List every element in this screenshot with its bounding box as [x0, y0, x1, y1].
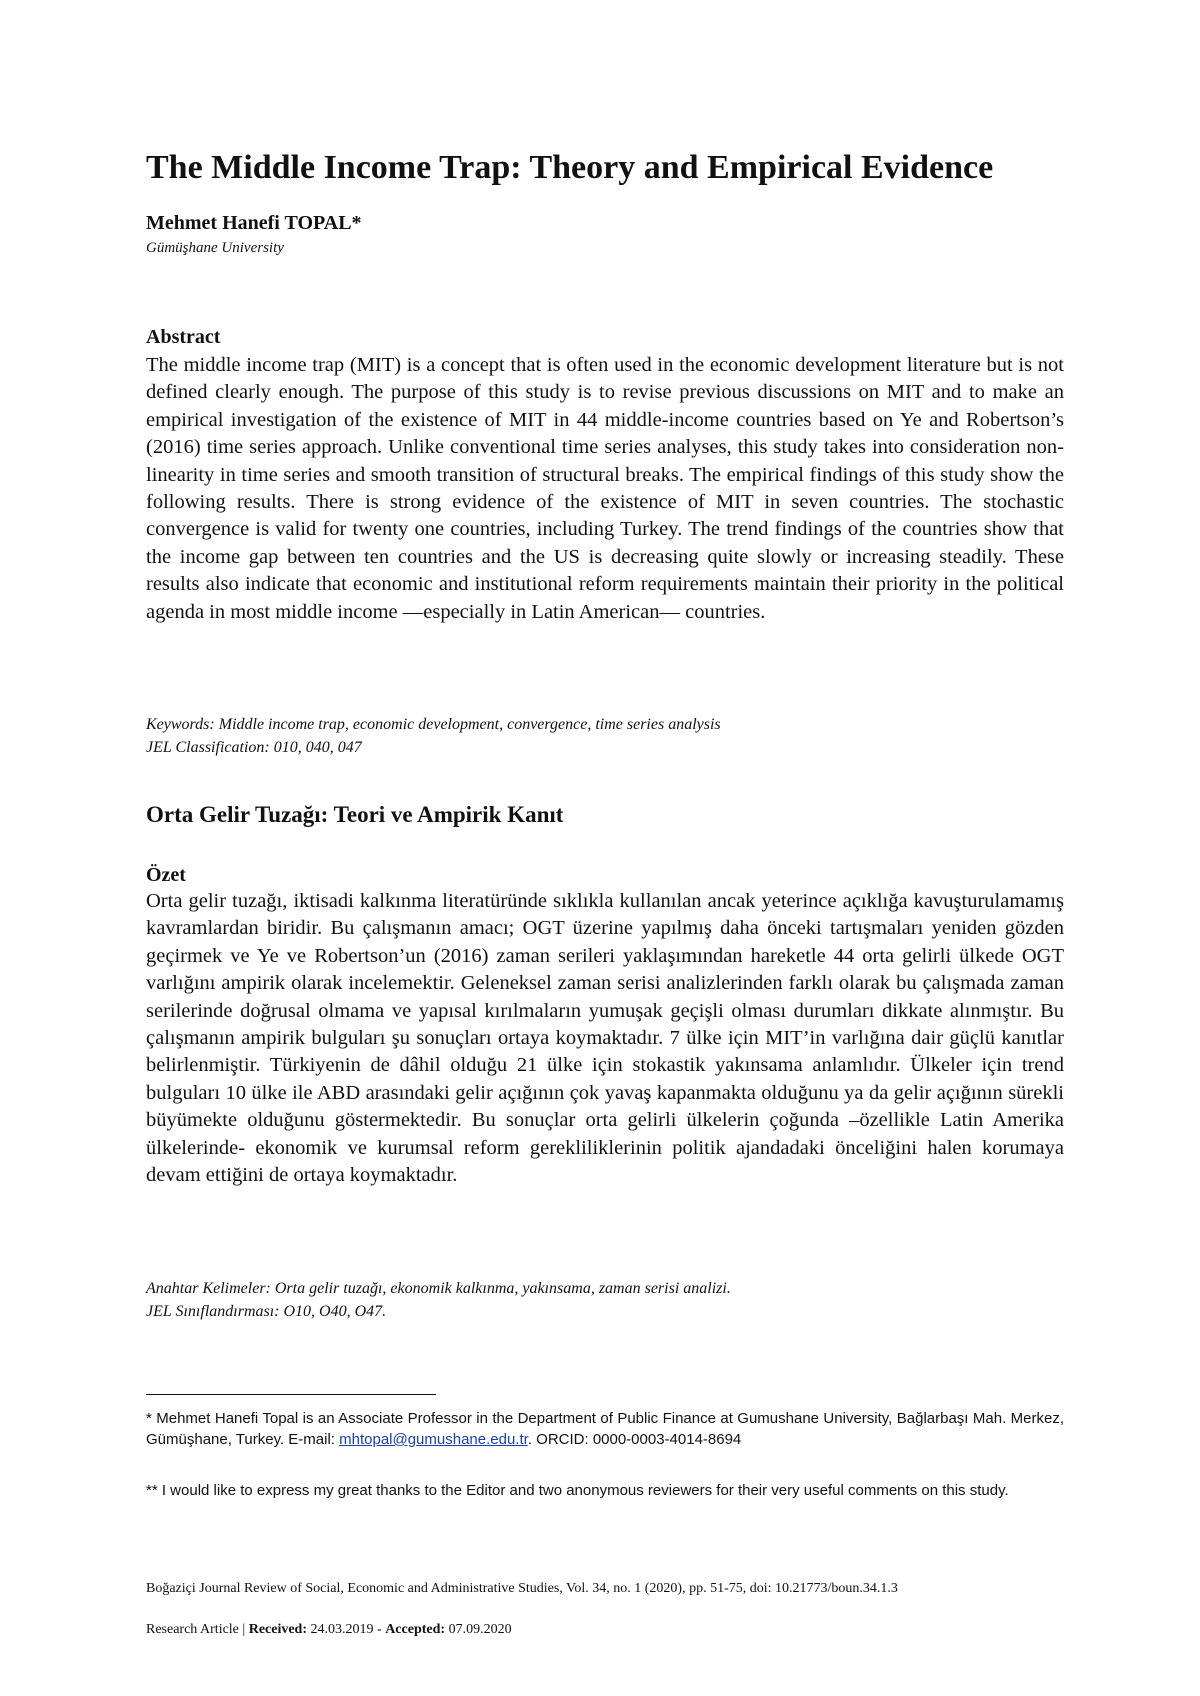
footnote-rule: [146, 1394, 436, 1395]
ozet-text: Orta gelir tuzağı, iktisadi kalkınma literatüründe sıklıkla kullanılan ancak yeterince açıklığa kavuşturulamamış kavramlardan biridir. Bu çalışmanın amacı; OGT üzerine yapılmış daha önceki tartışmaları yeniden gözden geçirmek ve Ye ve Robertson’un (2016) zaman serileri yaklaşımından hareketle 44 orta gelirli ülkede OGT varlığını ampirik olarak incelemektir. Geleneksel zaman serisi analizlerinden farklı olarak bu çalışmada zaman serilerinde doğrusal olmama ve yapısal kırılmaların yumuşak geçişli olması durumları dikkate alınmıştır. Bu çalışmanın ampirik bulguları şu sonuçları ortaya koymaktadır. 7 ülke için MIT’in varlığına dair güçlü kanıtlar belirlenmiştir. Türkiyenin de dâhil olduğu 21 ülke için stokastik yakınsama anlamlıdır. Ülkeler için trend bulguları 10 ülke ile ABD arasındaki gelir açığının çok yavaş kapanmakta olduğunu ya da gelir açığının sürekli büyümekte olduğunu göstermektedir. Bu sonuçlar orta gelirli ülkelerin çoğunda –özellikle Latin Amerika ülkelerinde- ekonomik ve kurumsal reform gerekliliklerinin politik ajandadaki önceliğini halen korumaya devam ettiğini de ortaya koymaktadır.: [146, 890, 1064, 1187]
abstract-heading: Abstract: [146, 326, 221, 348]
footnote-acknowledgement: ** I would like to express my great thanks to the Editor and two anonymous reviewers for their very useful comments on this study.: [146, 1482, 1009, 1499]
article-type: Research Article |: [146, 1622, 249, 1637]
footnote-orcid: . ORCID: 0000-0003-4014-8694: [527, 1431, 742, 1448]
author-email-link[interactable]: mhtopal@gumushane.edu.tr: [339, 1431, 528, 1448]
journal-citation: Boğaziçi Journal Review of Social, Economic and Administrative Studies, Vol. 34, no. 1 (2020), pp. 51-75, doi: 10.21773/boun.34.1.3: [146, 1581, 898, 1596]
author-name: Mehmet Hanefi TOPAL*: [146, 212, 362, 234]
received-label: Received:: [248, 1622, 308, 1637]
anahtar-kelimeler: Anahtar Kelimeler: Orta gelir tuzağı, ekonomik kalkınma, yakınsama, zaman serisi analizi.: [146, 1280, 731, 1297]
paper-title: The Middle Income Trap: Theory and Empirical Evidence: [146, 149, 994, 186]
abstract-text: The middle income trap (MIT) is a concept that is often used in the economic development literature but is not defined clearly enough. The purpose of this study is to revise previous discussions on MIT and to make an empirical investigation of the existence of MIT in 44 middle-income countries based on Ye and Robertson’s (2016) time series approach. Unlike conventional time series analyses, this study takes into consideration non-linearity in time series and smooth transition of structural breaks. The empirical findings of this study show the following results. There is strong evidence of the existence of MIT in seven countries. The stochastic convergence is valid for twenty one countries, including Turkey. The trend findings of the countries show that the income gap between ten countries and the US is decreasing quite slowly or increasing steadily. These results also indicate that economic and institutional reform requirements maintain their priority in the political agenda in most middle income —especially in Latin American— countries.: [146, 354, 1064, 623]
accepted-date: 07.09.2020: [445, 1622, 512, 1637]
author-affiliation: Gümüşhane University: [146, 240, 284, 256]
keywords: Keywords: Middle income trap, economic development, convergence, time series analysis: [146, 716, 721, 733]
footnote-author: [146, 1408, 1064, 1450]
received-date: 24.03.2019 -: [307, 1622, 386, 1637]
jel-classification: JEL Classification: 010, 040, 047: [146, 739, 362, 756]
ozet-heading: Özet: [146, 864, 186, 886]
footnote-author-text: * Mehmet Hanefi Topal is an Associate Professor in the Department of Public Finance at Gumushane University, Bağlarbaşı Mah. Merkez, Gümüşhane, Turkey. E-mail:: [146, 1410, 1064, 1448]
accepted-label: Accepted:: [385, 1622, 446, 1637]
article-dates: [146, 1621, 512, 1639]
jel-siniflandirmasi: JEL Sınıflandırması: O10, O40, O47.: [146, 1303, 387, 1320]
turkish-title: Orta Gelir Tuzağı: Teori ve Ampirik Kanıt: [146, 802, 564, 827]
